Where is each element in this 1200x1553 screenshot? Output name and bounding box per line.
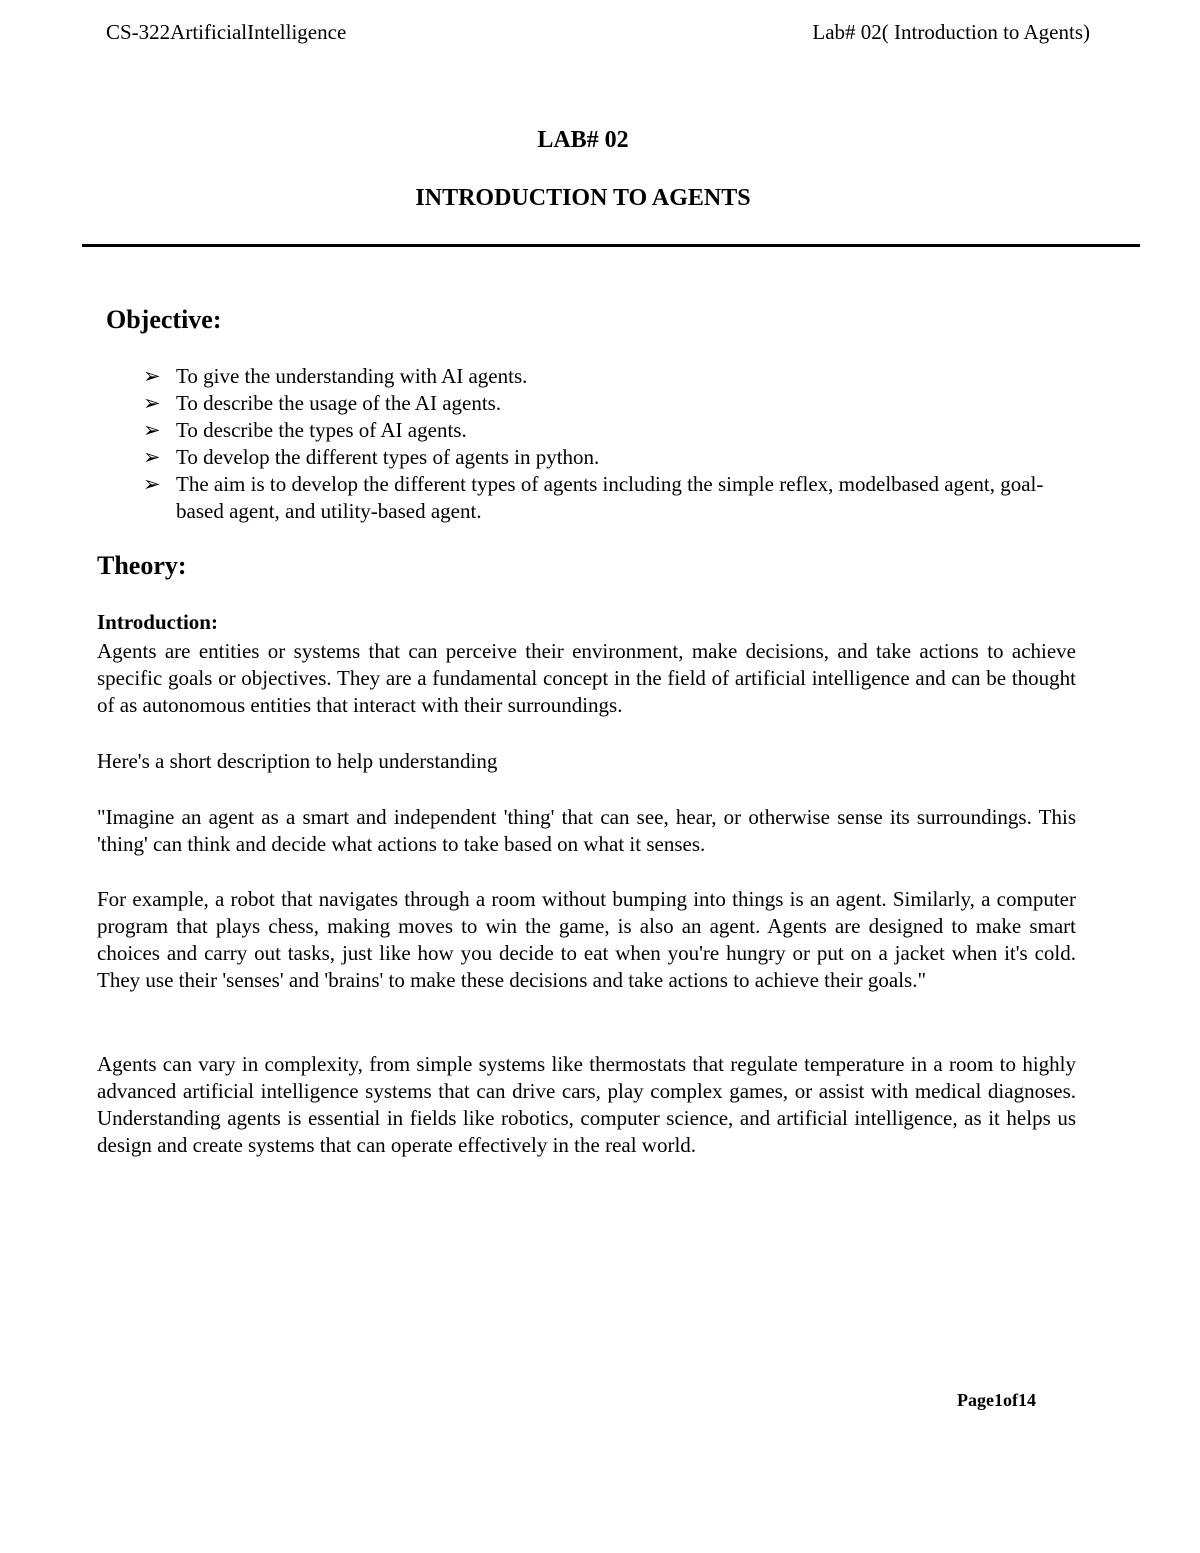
arrowhead-bullet-icon: ➢ [143, 418, 161, 442]
objective-item [0, 363, 1200, 390]
arrowhead-bullet-icon: ➢ [143, 445, 161, 469]
arrowhead-bullet-icon: ➢ [143, 391, 161, 415]
objective-item [0, 390, 1200, 417]
lab-number-title: LAB# 02 [537, 127, 629, 153]
objective-list [0, 363, 1200, 525]
objective-item [0, 471, 1200, 525]
header-lab-reference: Lab# 02( Introduction to Agents) [812, 20, 1090, 44]
objective-item [0, 417, 1200, 444]
header-course: CS-322ArtificialIntelligence [106, 20, 347, 44]
description-lead-paragraph: Here's a short description to help understanding [97, 749, 498, 773]
objective-item-text: To describe the usage of the AI agents. [176, 391, 502, 415]
introduction-heading: Introduction: [97, 610, 218, 634]
objective-item-text: To describe the types of AI agents. [176, 418, 467, 442]
objective-item-text: To develop the different types of agents in python. [176, 445, 600, 469]
arrowhead-bullet-icon: ➢ [143, 472, 161, 496]
page-number: Page1of14 [957, 1390, 1036, 1410]
objective-heading: Objective: [106, 305, 222, 334]
complexity-paragraph: Agents can vary in complexity, from simple systems like thermostats that regulate temperature in a room to highly advanced artificial intelligence systems that can drive cars, play complex games, or assist with medical diagnoses. Understanding agents is essential in fields like robotics, computer science, and artificial intelligence, as it helps us design and create systems that can operate effectively in the real world. [97, 1052, 1076, 1157]
example-paragraph: For example, a robot that navigates through a room without bumping into things is an agent. Similarly, a computer program that plays chess, making moves to win the game, is also an agent. Agents are designed to make smart choices and carry out tasks, just like how you decide to eat when you're hungry or put on a jacket when it's cold. They use their 'senses' and 'brains' to make these decisions and take actions to achieve their goals." [97, 887, 1076, 992]
title-divider [82, 244, 1140, 247]
intro-paragraph: Agents are entities or systems that can perceive their environment, make decisions, and take actions to achieve specific goals or objectives. They are a fundamental concept in the field of artificial intelligence and can be thought of as autonomous entities that interact with their surroundings. [97, 639, 1076, 717]
objective-item-text: The aim is to develop the different types of agents including the simple reflex, modelbased agent, goal-based agent, and utility-based agent. [176, 472, 1044, 523]
imagine-paragraph: "Imagine an agent as a smart and independent 'thing' that can see, hear, or otherwise sense its surroundings. This 'thing' can think and decide what actions to take based on what it senses. [97, 805, 1076, 856]
theory-heading: Theory: [97, 551, 187, 580]
objective-item-text: To give the understanding with AI agents. [176, 364, 528, 388]
lab-title: INTRODUCTION TO AGENTS [415, 185, 751, 211]
objective-item [0, 444, 1200, 471]
arrowhead-bullet-icon: ➢ [143, 364, 161, 388]
